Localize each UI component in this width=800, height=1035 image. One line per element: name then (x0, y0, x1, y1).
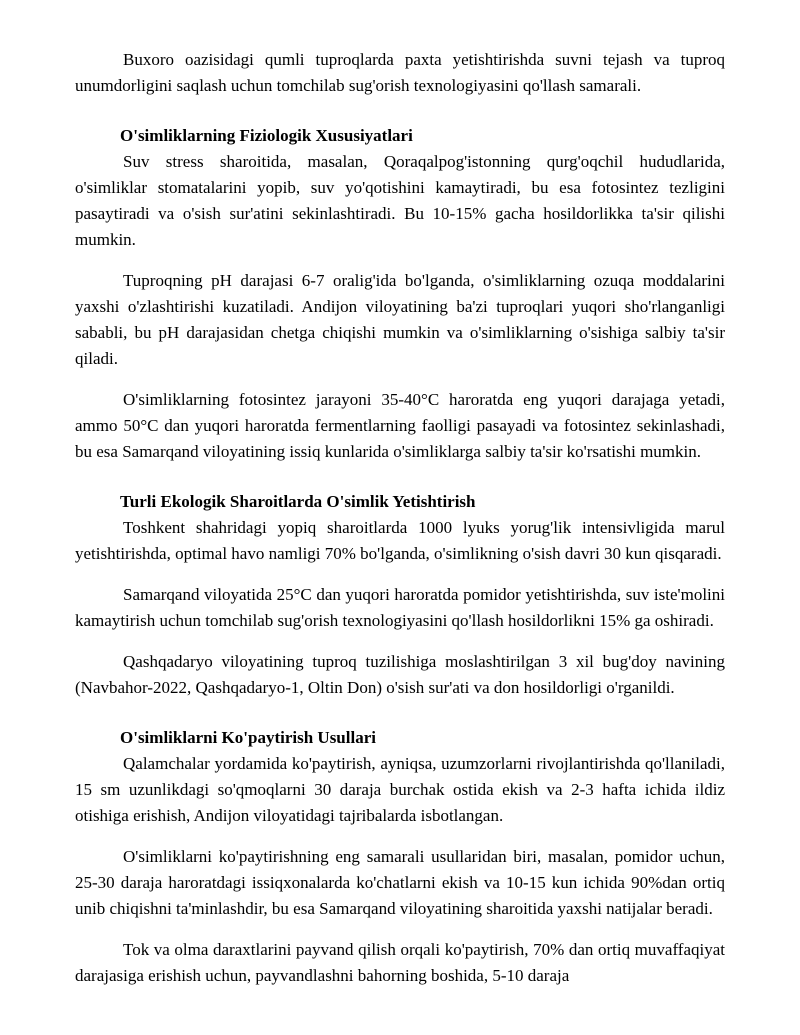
paragraph: O'simliklarning fotosintez jarayoni 35-40°C haroratda eng yuqori darajaga yetadi, ammo 50°C dan yuqori haroratda fermentlarning faolligi pasayadi va fotosintez sekinlashadi, bu esa Samarqand viloyatining issiq kunlarida o'simliklarga salbiy ta'sir ko'rsatishi mumkin. (75, 390, 725, 461)
paragraph: Buxoro oazisidagi qumli tuproqlarda paxta yetishtirishda suvni tejash va tuproq unumdorligini saqlash uchun tomchilab sug'orish texnologiyasini qo'llash samarali. (75, 50, 725, 95)
paragraph: O'simliklarni ko'paytirishning eng samarali usullaridan biri, masalan, pomidor uchun, 25-30 daraja haroratdagi issiqxonalarda ko'chatlarni ekish va 10-15 kun ichida 90%dan ortiq unib chiqishni ta'minlashdir, bu esa Samarqand viloyatining sharoitida yaxshi natijalar beradi. (75, 847, 725, 918)
paragraph: Qashqadaryo viloyatining tuproq tuzilishiga moslashtirilgan 3 xil bug'doy navining (Navbahor-2022, Qashqadaryo-1, Oltin Don) o'sish sur'ati va don hosildorligi o'rganildi. (75, 652, 725, 697)
section-heading: O'simliklarning Fiziologik Xususiyatlari (120, 126, 413, 145)
section-ecological-conditions (75, 489, 725, 701)
section-intro (75, 47, 725, 99)
section-heading: O'simliklarni Ko'paytirish Usullari (120, 728, 376, 747)
paragraph: Tok va olma daraxtlarini payvand qilish orqali ko'paytirish, 70% dan ortiq muvaffaqiyat darajasiga erishish uchun, payvandlashni bahorning boshida, 5-10 daraja (75, 940, 725, 985)
paragraph: Suv stress sharoitida, masalan, Qoraqalpog'istonning qurg'oqchil hududlarida, o'simliklar stomatalarini yopib, suv yo'qotishini kamaytiradi, bu esa fotosintez tezligini pasaytiradi va o'sish sur'atini sekinlashtiradi. Bu 10-15% gacha hosildorlikka ta'sir qilishi mumkin. (75, 152, 725, 249)
paragraph: Samarqand viloyatida 25°C dan yuqori haroratda pomidor yetishtirishda, suv iste'molini kamaytirish uchun tomchilab sug'orish texnologiyasini qo'llash hosildorlikni 15% ga oshiradi. (75, 585, 725, 630)
section-physiology (75, 123, 725, 465)
paragraph: Toshkent shahridagi yopiq sharoitlarda 1000 lyuks yorug'lik intensivligida marul yetishtirishda, optimal havo namligi 70% bo'lganda, o'simlikning o'sish davri 30 kun qisqaradi. (75, 518, 725, 563)
paragraph: Qalamchalar yordamida ko'paytirish, ayniqsa, uzumzorlarni rivojlantirishda qo'llaniladi, 15 sm uzunlikdagi so'qmoqlarni 30 daraja burchak ostida ekish va 2-3 hafta ichida ildiz otishiga erishish, Andijon viloyatidagi tajribalarda isbotlangan. (75, 754, 725, 825)
section-heading: Turli Ekologik Sharoitlarda O'simlik Yetishtirish (120, 492, 476, 511)
paragraph: Tuproqning pH darajasi 6-7 oralig'ida bo'lganda, o'simliklarning ozuqa moddalarini yaxshi o'zlashtirishi kuzatiladi. Andijon viloyatining ba'zi tuproqlari yuqori sho'rlanganligi sababli, bu pH darajasidan chetga chiqishi mumkin va o'simliklarning o'sishiga salbiy ta'sir qiladi. (75, 271, 725, 368)
section-propagation-methods (75, 725, 725, 989)
